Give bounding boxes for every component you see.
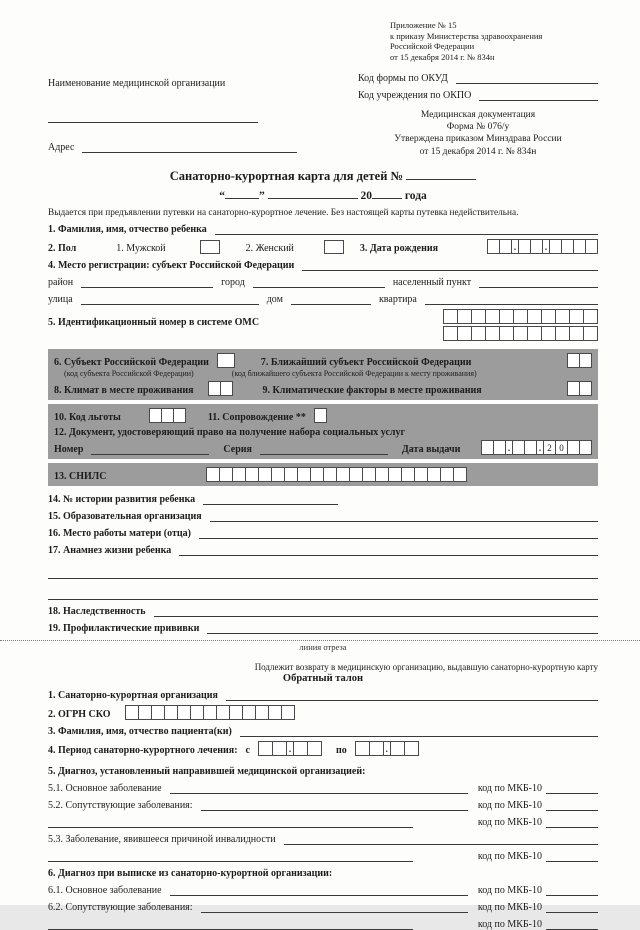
period-from-label: с bbox=[245, 744, 250, 756]
annex-line: к приказу Министерства здравоохранения bbox=[390, 30, 543, 41]
field10-label: 10. Код льготы bbox=[54, 411, 121, 423]
icd-label: код по МКБ-10 bbox=[477, 816, 542, 828]
field15-label: 15. Образовательная организация bbox=[48, 510, 202, 522]
field9-cells[interactable] bbox=[567, 381, 592, 396]
icd-code-field[interactable] bbox=[546, 884, 598, 896]
field9-label: 9. Климатические факторы в месте проживания bbox=[262, 384, 482, 396]
okpo-field[interactable] bbox=[479, 89, 598, 101]
doc-series-label: Серия bbox=[223, 443, 252, 455]
period-from-cells[interactable] bbox=[258, 741, 322, 756]
talon5-label: 5. Диагноз, установленный направившей медицинской организацией: bbox=[48, 765, 366, 777]
field7-note: (код ближайшего субъекта Российской Федерации к месту проживания) bbox=[231, 368, 477, 378]
snils-block bbox=[48, 463, 598, 486]
female-checkbox[interactable] bbox=[324, 240, 344, 254]
snils-cells[interactable] bbox=[206, 467, 467, 482]
dot-separator: . bbox=[383, 741, 391, 756]
icd-label: код по МКБ-10 bbox=[477, 884, 542, 896]
year-prefill-2: 2 bbox=[543, 440, 556, 455]
form-date-row bbox=[48, 187, 598, 202]
talon4-label: 4. Период санаторно-курортного лечения: bbox=[48, 744, 238, 756]
city-label: город bbox=[221, 276, 245, 288]
talon-title: Обратный талон bbox=[282, 672, 364, 684]
annex-block bbox=[358, 20, 598, 63]
period-to-label: по bbox=[335, 744, 347, 756]
talon62-label: 6.2. Сопутствующие заболевания: bbox=[48, 901, 193, 913]
icd-code-field[interactable] bbox=[546, 850, 598, 862]
doc-number-label: Номер bbox=[54, 443, 84, 455]
field8-cells[interactable] bbox=[208, 381, 233, 396]
form-title: Санаторно-курортная карта для детей № bbox=[169, 168, 404, 183]
field10-cells[interactable] bbox=[149, 408, 186, 423]
meddoc-block bbox=[358, 109, 598, 158]
concomitant-disease-field-line2[interactable] bbox=[48, 816, 413, 828]
field19-label: 19. Профилактические прививки bbox=[48, 622, 200, 634]
settlement-field[interactable] bbox=[479, 276, 598, 288]
field4-label: 4. Место регистрации: субъект Российской Федерации bbox=[48, 259, 295, 271]
female-label: 2. Женский bbox=[245, 242, 294, 254]
field6-label: 6. Субъект Российской Федерации bbox=[54, 356, 209, 368]
icd-label: код по МКБ-10 bbox=[477, 799, 542, 811]
edu-org-field[interactable] bbox=[210, 510, 598, 522]
ogrn-cells[interactable] bbox=[125, 705, 295, 720]
cut-line-label: линия отреза bbox=[299, 641, 347, 652]
apartment-field[interactable] bbox=[425, 293, 598, 305]
house-label: дом bbox=[266, 293, 283, 305]
okpo-label: Код учреждения по ОКПО bbox=[358, 89, 472, 101]
return-note: Подлежит возврату в медицинскую организацию, выдавшую санаторно-курортную карту bbox=[254, 661, 598, 672]
field17-label: 17. Анамнез жизни ребенка bbox=[48, 544, 172, 556]
anamnesis-field-line3[interactable] bbox=[48, 588, 598, 600]
main-disease-field[interactable] bbox=[170, 782, 468, 794]
field2-label: 2. Пол bbox=[48, 242, 77, 254]
oms-cells[interactable] bbox=[443, 309, 598, 344]
icd-code-field[interactable] bbox=[546, 918, 598, 930]
field8-label: 8. Климат в месте проживания bbox=[54, 384, 194, 396]
field5-label: 5. Идентификационный номер в системе ОМС bbox=[48, 316, 260, 328]
talon2-label: 2. ОГРН СКО bbox=[48, 708, 111, 720]
address-label: Адрес bbox=[48, 142, 75, 153]
address-field[interactable] bbox=[82, 141, 297, 153]
field18-label: 18. Наследственность bbox=[48, 605, 146, 617]
quote-open: “ bbox=[219, 189, 225, 202]
icd-code-field[interactable] bbox=[546, 799, 598, 811]
talon6-label: 6. Диагноз при выписке из санаторно-курортной организации: bbox=[48, 867, 333, 879]
field7-cells[interactable] bbox=[567, 353, 592, 368]
dot-separator: . bbox=[286, 741, 294, 756]
anamnesis-field-line2[interactable] bbox=[48, 567, 598, 579]
region-field[interactable] bbox=[302, 259, 598, 271]
icd-label: код по МКБ-10 bbox=[477, 850, 542, 862]
issue-date-label: Дата выдачи bbox=[401, 443, 461, 455]
okud-field[interactable] bbox=[456, 72, 598, 84]
child-name-field[interactable] bbox=[215, 223, 598, 235]
history-number-field[interactable] bbox=[203, 493, 338, 505]
annex-line: от 15 декабря 2014 г. № 834н bbox=[390, 51, 495, 62]
city-field[interactable] bbox=[253, 276, 385, 288]
talon1-label: 1. Санаторно-курортная организация bbox=[48, 689, 218, 701]
quote-close: ” bbox=[258, 189, 265, 202]
patient-name-field[interactable] bbox=[240, 725, 598, 737]
region-codes-block bbox=[48, 349, 598, 400]
issue-date-cells[interactable] bbox=[481, 440, 592, 455]
anamnesis-field[interactable] bbox=[179, 544, 598, 556]
meddoc-line: Медицинская документация bbox=[420, 109, 536, 120]
dot-separator: . bbox=[542, 239, 550, 254]
disability-disease-field[interactable] bbox=[284, 833, 598, 845]
dot-separator: . bbox=[511, 239, 519, 254]
dot-separator: . bbox=[505, 440, 513, 455]
district-label: район bbox=[48, 276, 74, 288]
field16-label: 16. Место работы матери (отца) bbox=[48, 527, 191, 539]
meddoc-line: Форма № 076/у bbox=[446, 121, 510, 132]
annex-line: Российской Федерации bbox=[390, 41, 475, 52]
meddoc-line: Утверждена приказом Минздрава России bbox=[394, 134, 562, 145]
year-field[interactable] bbox=[372, 187, 402, 199]
vaccinations-field[interactable] bbox=[207, 622, 598, 634]
street-label: улица bbox=[48, 293, 73, 305]
card-number-field[interactable] bbox=[406, 168, 476, 180]
field11-label: 11. Сопровождение ** bbox=[207, 411, 306, 423]
field7-label: 7. Ближайший субъект Российской Федерации bbox=[260, 356, 472, 368]
year-prefill-0: 0 bbox=[555, 440, 568, 455]
org-name-field[interactable] bbox=[48, 111, 258, 123]
annex-line: Приложение № 15 bbox=[390, 20, 457, 30]
field3-label: 3. Дата рождения bbox=[359, 242, 439, 254]
month-field[interactable] bbox=[268, 187, 358, 199]
field6-cells[interactable] bbox=[217, 353, 235, 368]
disability-disease-field-line2[interactable] bbox=[48, 850, 413, 862]
icd-code-field[interactable] bbox=[546, 901, 598, 913]
discharge-concomitant-field[interactable] bbox=[201, 901, 468, 913]
talon51-label: 5.1. Основное заболевание bbox=[48, 782, 162, 794]
benefits-block bbox=[48, 404, 598, 459]
field11-cells[interactable] bbox=[314, 408, 327, 423]
icd-code-field[interactable] bbox=[546, 816, 598, 828]
icd-label: код по МКБ-10 bbox=[477, 782, 542, 794]
okud-label: Код формы по ОКУД bbox=[358, 72, 448, 84]
male-checkbox[interactable] bbox=[200, 240, 220, 254]
day-field[interactable] bbox=[225, 187, 259, 199]
birthdate-cells[interactable] bbox=[487, 239, 598, 254]
icd-label: код по МКБ-10 bbox=[477, 918, 542, 930]
discharge-concomitant-field-line2[interactable] bbox=[48, 918, 413, 930]
district-field[interactable] bbox=[81, 276, 213, 288]
heredity-field[interactable] bbox=[154, 605, 598, 617]
dot-separator: . bbox=[536, 440, 544, 455]
org-name-label: Наименование медицинской организации bbox=[48, 78, 226, 89]
settlement-label: населенный пункт bbox=[392, 276, 472, 288]
header bbox=[48, 20, 598, 158]
concomitant-disease-field[interactable] bbox=[201, 799, 468, 811]
house-field[interactable] bbox=[291, 293, 371, 305]
icd-code-field[interactable] bbox=[546, 782, 598, 794]
sanatorium-org-field[interactable] bbox=[226, 689, 598, 701]
field14-label: 14. № истории развития ребенка bbox=[48, 493, 196, 505]
meddoc-line: от 15 декабря 2014 г. № 834н bbox=[419, 146, 537, 157]
doc-series-field[interactable] bbox=[260, 443, 388, 455]
field1-label: 1. Фамилия, имя, отчество ребенка bbox=[48, 223, 207, 235]
cut-line bbox=[0, 640, 640, 641]
talon52-label: 5.2. Сопутствующие заболевания: bbox=[48, 799, 193, 811]
talon53-label: 5.3. Заболевание, явившееся причиной инвалидности bbox=[48, 833, 276, 845]
male-label: 1. Мужской bbox=[116, 242, 166, 254]
apartment-label: квартира bbox=[378, 293, 417, 305]
street-field[interactable] bbox=[81, 293, 259, 305]
parent-work-field[interactable] bbox=[199, 527, 598, 539]
talon3-label: 3. Фамилия, имя, отчество пациента(ки) bbox=[48, 725, 232, 737]
field12-label: 12. Документ, удостоверяющий право на получение набора социальных услуг bbox=[54, 426, 406, 438]
field6-note: (код субъекта Российской Федерации) bbox=[64, 368, 194, 378]
form-title-row bbox=[48, 168, 598, 184]
icd-label: код по МКБ-10 bbox=[477, 901, 542, 913]
discharge-main-disease-field[interactable] bbox=[170, 884, 468, 896]
issue-note: Выдается при предъявлении путевки на санаторно-курортное лечение. Без настоящей карты путевка недействительна. bbox=[48, 207, 519, 218]
field13-label: 13. СНИЛС bbox=[54, 470, 107, 482]
doc-number-field[interactable] bbox=[91, 443, 209, 455]
year-suffix: года bbox=[404, 189, 427, 202]
period-to-cells[interactable] bbox=[355, 741, 419, 756]
year-prefix: 20 bbox=[360, 189, 372, 202]
talon61-label: 6.1. Основное заболевание bbox=[48, 884, 162, 896]
